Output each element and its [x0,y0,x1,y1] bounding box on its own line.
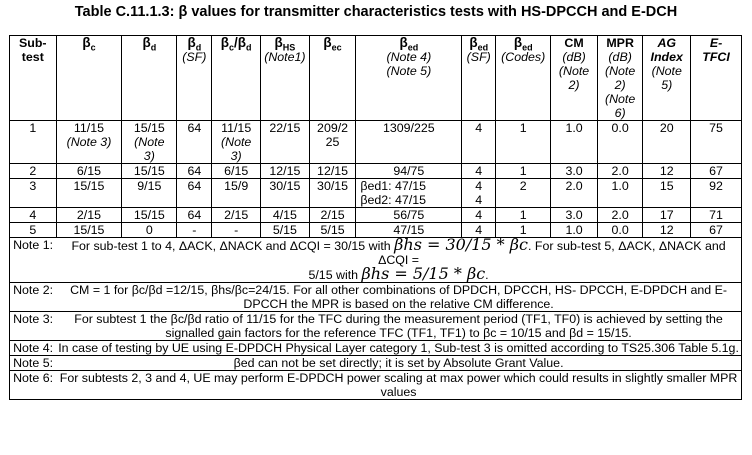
cell-bhs: 12/15 [261,164,310,179]
header-bd-sf: $\beta_d$ (SF) [177,36,212,121]
note-row [10,283,742,312]
cell-bed-sf: 4 4 [462,179,496,208]
cell-cm: 3.0 [551,164,598,179]
header-bed: $\beta_{ed}$ (Note 4) (Note 5) [356,36,462,121]
cell-bed-sf: 4 [462,208,496,223]
cell-bed-codes: 1 [496,208,551,223]
note-label: Note 5: [10,356,57,371]
cell-subtest: 4 [10,208,57,223]
cell-bec: 209/2 25 [309,121,356,164]
header-bc-bd: $\beta_c/\beta_d$ [212,36,261,121]
note-text: For subtest 1 the βc/βd ratio of 11/15 for the TFC during the measurement period (TF1, TF0) is achieved by setting the signalled gain factors for the reference TFC (TF1, TF1) to βc = 10/15 and βd = 15/15. [56,312,741,341]
cell-bcbd: 2/15 [212,208,261,223]
header-cm: CM (dB) (Note 2) [551,36,598,121]
cell-bed: 94/75 [356,164,462,179]
table-row [10,223,742,238]
header-bec: $\beta_{ec}$ [309,36,356,121]
header-ag-index: AG Index (Note 5) [643,36,691,121]
cell-etfci: 75 [691,121,742,164]
cell-bcbd: 11/15 (Note 3) [212,121,261,164]
cell-bec: 12/15 [309,164,356,179]
table-row [10,208,742,223]
cell-bec: 30/15 [309,179,356,208]
cell-ag: 17 [643,208,691,223]
table-row [10,164,742,179]
header-bd: $\beta_d$ [122,36,177,121]
cell-bd-sf: 64 [177,164,212,179]
cell-etfci: 67 [691,164,742,179]
cell-bed: 47/15 [356,223,462,238]
cell-mpr: 0.0 [597,121,643,164]
cell-bhs: 4/15 [261,208,310,223]
header-bc: $\beta_c$ [56,36,122,121]
cell-cm: 2.0 [551,179,598,208]
cell-bed-codes: 1 [496,164,551,179]
cell-bhs: 5/15 [261,223,310,238]
cell-cm: 1.0 [551,223,598,238]
cell-bed-codes: 2 [496,179,551,208]
note-text: For subtests 2, 3 and 4, UE may perform E-DPDCH power scaling at max power which could results in slightly smaller MPR values [56,371,741,400]
note-label: Note 1: [10,238,57,283]
table-row [10,179,742,208]
cell-bd: 15/15 (Note 3) [122,121,177,164]
note-row [10,356,742,371]
cell-bd: 15/15 [122,164,177,179]
cell-cm: 1.0 [551,121,598,164]
cell-mpr: 2.0 [597,208,643,223]
header-etfci: E- TFCI [691,36,742,121]
cell-bhs: 30/15 [261,179,310,208]
cell-bd: 15/15 [122,208,177,223]
note-label: Note 4: [10,341,57,356]
cell-bd-sf: 64 [177,121,212,164]
cell-bcbd: 6/15 [212,164,261,179]
note-row [10,341,742,356]
cell-bed-sf: 4 [462,121,496,164]
cell-bd: 0 [122,223,177,238]
header-subtest: Sub-test [10,36,57,121]
cell-subtest: 1 [10,121,57,164]
beta-values-table [9,35,742,400]
cell-bcbd: 15/9 [212,179,261,208]
cell-bed-codes: 1 [496,223,551,238]
note-label: Note 3: [10,312,57,341]
cell-bd-sf: 64 [177,208,212,223]
cell-bed: 1309/225 [356,121,462,164]
cell-bc: 6/15 [56,164,122,179]
cell-bd-sf: 64 [177,179,212,208]
note-text: In case of testing by UE using E-DPDCH Physical Layer category 1, Sub-test 3 is omitted according to TS25.306 Table 5.1g. [56,341,741,356]
cell-bc: 11/15 (Note 3) [56,121,122,164]
cell-ag: 12 [643,164,691,179]
note-text: CM = 1 for βc/βd =12/15, βhs/βc=24/15. For all other combinations of DPDCH, DPCCH, HS- DPCCH, E-DPDCH and E-DPCCH the MPR is based on the relative CM difference. [56,283,741,312]
cell-ag: 12 [643,223,691,238]
cell-subtest: 2 [10,164,57,179]
cell-ag: 20 [643,121,691,164]
cell-bhs: 22/15 [261,121,310,164]
cell-bd-sf: - [177,223,212,238]
header-row [10,36,742,121]
cell-etfci: 92 [691,179,742,208]
note-text: For sub-test 1 to 4, ΔACK, ΔNACK and ΔCQI = 30/15 with βhs = 30/15 * βc. For sub-test 5, ΔACK, ΔNACK and ΔCQI = 5/15 with βhs = 5/15 * βc. [56,238,741,283]
header-mpr: MPR (dB) (Note 2) (Note 6) [597,36,643,121]
header-bed-sf: $\beta_{ed}$ (SF) [462,36,496,121]
cell-bed: βed1: 47/15 βed2: 47/15 [356,179,462,208]
cell-etfci: 67 [691,223,742,238]
cell-bed-sf: 4 [462,223,496,238]
note-row [10,312,742,341]
cell-bec: 5/15 [309,223,356,238]
cell-mpr: 2.0 [597,164,643,179]
cell-bc: 2/15 [56,208,122,223]
cell-bcbd: - [212,223,261,238]
table-title: Table C.11.1.3: β values for transmitter characteristics tests with HS-DPCCH and E-DCH [74,4,678,20]
cell-bd: 9/15 [122,179,177,208]
cell-etfci: 71 [691,208,742,223]
cell-bed-codes: 1 [496,121,551,164]
cell-bc: 15/15 [56,179,122,208]
table-row [10,121,742,164]
cell-cm: 3.0 [551,208,598,223]
note-text: βed can not be set directly; it is set by Absolute Grant Value. [56,356,741,371]
cell-ag: 15 [643,179,691,208]
note-row [10,371,742,400]
note-row [10,238,742,283]
cell-bed-sf: 4 [462,164,496,179]
cell-mpr: 0.0 [597,223,643,238]
note-label: Note 6: [10,371,57,400]
cell-bc: 15/15 [56,223,122,238]
header-bed-codes: $\beta_{ed}$ (Codes) [496,36,551,121]
cell-bed: 56/75 [356,208,462,223]
cell-bec: 2/15 [309,208,356,223]
note-label: Note 2: [10,283,57,312]
cell-subtest: 3 [10,179,57,208]
cell-subtest: 5 [10,223,57,238]
cell-mpr: 1.0 [597,179,643,208]
header-bhs: $\beta_{HS}$ (Note1) [261,36,310,121]
